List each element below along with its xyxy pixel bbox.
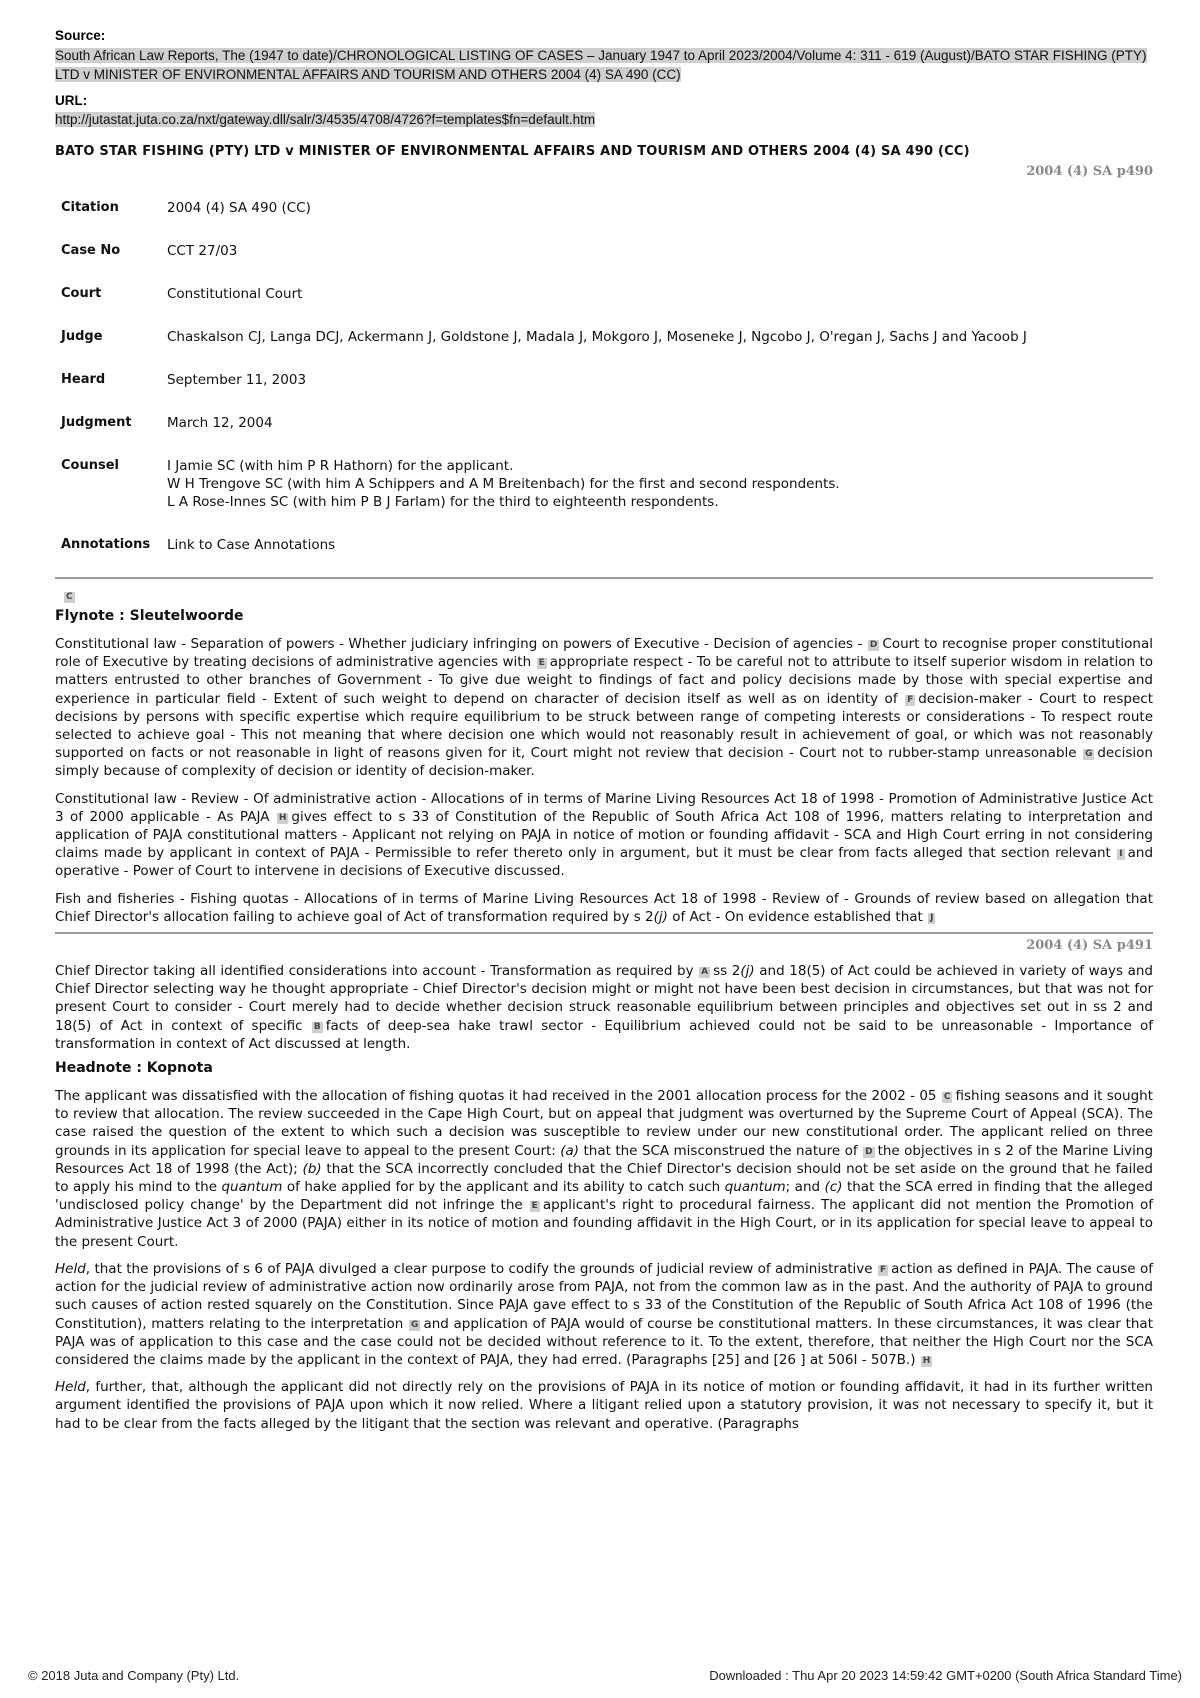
margin-marker-e: E [531, 1201, 538, 1212]
margin-marker-g: G [1084, 749, 1093, 760]
counsel-respondents-1-2: W H Trengove SC (with him A Schippers and A M Breitenbach) for the first and second respondents. [167, 476, 840, 492]
margin-marker-i: I [1119, 849, 1123, 860]
source-text: South African Law Reports, The (1947 to date)/CHRONOLOGICAL LISTING OF CASES – January 1947 to April 2023/2004/Volume 4: 311 - 619 (August)/BATO STAR FISHING (PTY) LTD v MINISTER OF ENVIRONMENTAL AFFAIRS AND TOURISM AND OTHERS 2004 (4) SA 490 (CC) [55, 48, 1147, 82]
margin-marker-j: J [930, 912, 934, 923]
counsel-row [61, 457, 1027, 536]
counsel-applicant: I Jamie SC (with him P R Hathorn) for the applicant. [167, 458, 514, 474]
flynote-paragraph-1: Constitutional law - Separation of powers - Whether judiciary infringing on powers of Executive - Decision of agencies - D Court to recognise proper constitutional role of Executive by treating decisions of administrative agencies with E appropriate respect - To be careful not to attribute to itself superior wisdom in relation to matters entrusted to other branches of Government - To give due weight to findings of fact and policy decisions made by those with special expertise and experience in particular field - Extent of such weight to depend on character of decision itself as well as on identity of F decision-maker - Court to respect decisions by persons with specific expertise which require equilibrium to be struck between range of competing interests or considerations - To respect route selected to achieve goal - This not meaning that where decision one which would not reasonably result in achievement of goal, or which was not reasonably supported on facts or not reasonable in light of reasons given for it, Court might not review that decision - Court not to rubber-stamp unreasonable G decision simply because of complexity of decision or identity of decision-maker. [55, 636, 1153, 780]
margin-marker-b: B [313, 1021, 321, 1032]
url-label: URL: [55, 93, 88, 108]
headnote-heading: Headnote : Kopnota [55, 1060, 213, 1077]
flynote-paragraph-3: Fish and fisheries - Fishing quotas - Allocations of in terms of Marine Living Resources Act 18 of 1998 - Review of - Grounds of review based on allegation that Chief Director's allocation failing to achieve goal of Act of transformation required by s 2(j) of Act - On evidence established that J [55, 890, 1153, 925]
case-number-value: CCT 27/03 [167, 243, 238, 259]
counsel-respondents-3-18: L A Rose-Innes SC (with him P B J Farlam) for the third to eighteenth respondents. [167, 494, 719, 510]
case-number-label: Case No [61, 243, 121, 258]
url-link[interactable]: http://jutastat.juta.co.za/nxt/gateway.dll/salr/3/4535/4708/4726?f=templates$fn=default.htm [55, 112, 596, 127]
flynote-heading: Flynote : Sleutelwoorde [55, 608, 244, 624]
heard-label: Heard [61, 372, 106, 387]
case-annotations-link[interactable]: Link to Case Annotations [167, 537, 336, 553]
page-break-divider [55, 932, 1153, 934]
margin-marker-d: D [865, 1146, 873, 1157]
citation-label: Citation [61, 200, 119, 215]
heard-value: September 11, 2003 [167, 372, 307, 388]
court-label: Court [61, 286, 102, 301]
margin-marker-f: F [879, 1264, 887, 1275]
section-divider [55, 577, 1153, 579]
headnote-held-paragraph-1: Held, that the provisions of s 6 of PAJA divulged a clear purpose to codify the grounds of judicial review of administrative F action as defined in PAJA. The cause of action for the judicial review of administrative action now ordinarily arose from PAJA, not from the common law as in the past. And the authority of PAJA to ground such causes of action rested squarely on the Constitution. Since PAJA gave effect to s 33 of the Constitution of the Republic of South Africa Act 108 of 1996 (the Constitution), matters relating to the interpretation G and application of PAJA would of course be constitutional matters. In these circumstances, it was clear that PAJA was of application to this case and the case could not be decided without reference to it. To the extent, therefore, that neither the High Court nor the SCA considered the claims made by the applicant in the context of PAJA, they had erred. (Paragraphs [25] and [26 ] at 506I - 507B.) H [55, 1260, 1153, 1368]
case-metadata-table [61, 199, 1027, 554]
judge-row [61, 328, 1027, 371]
margin-marker-e: E [538, 658, 545, 669]
citation-row [61, 199, 1027, 242]
flynote-paragraph-4: Chief Director taking all identified considerations into account - Transformation as required by A ss 2(j) and 18(5) of Act could be achieved in variety of ways and Chief Director selecting way he thought appropriate - Chief Director's decision might or might not have been best decision in circumstances, but that was not for present Court to consider - Court merely had to decide whether decision struck reasonable equilibrium between principles and objectives set out in ss 2 and 18(5) of Act in context of specific B facts of deep-sea hake trawl sector - Equilibrium achieved could not be said to be unreasonable - Importance of transformation in context of Act discussed at length. [55, 963, 1154, 1052]
margin-marker-f: F [907, 694, 914, 705]
judgment-row [61, 414, 1027, 457]
headnote-held-paragraph-2: Held, further, that, although the applicant did not directly rely on the provisions of PAJA in its notice of motion or founding affidavit, it had in its further written argument identified the provisions of PAJA upon which it now relied. Where a litigant relied upon a statutory provision, it was not necessary to specify it, but it had to be clear from the facts alleged by the litigant that the section was relevant and operative. (Paragraphs [55, 1379, 1153, 1432]
flynote-paragraph-2: Constitutional law - Review - Of administrative action - Allocations of in terms of Marine Living Resources Act 18 of 1998 - Promotion of Administrative Justice Act 3 of 2000 applicable - As PAJA H gives effect to s 33 of Constitution of the Republic of South Africa Act 108 of 1996, matters relating to interpretation and application of PAJA constitutional matters - Applicant not relying on PAJA in notice of motion or founding affidavit - SCA and High Court erring in not considering claims made by applicant in context of PAJA - Permissible to refer thereto only in argument, but it must be clear from facts alleged that section relevant I and operative - Power of Court to intervene in decisions of Executive discussed. [55, 790, 1154, 880]
annotations-label: Annotations [61, 537, 151, 552]
page-reference: 2004 (4) SA p490 [1026, 164, 1153, 179]
case-title: BATO STAR FISHING (PTY) LTD v MINISTER OF ENVIRONMENTAL AFFAIRS AND TOURISM AND OTHERS 2004 (4) SA 490 (CC) [55, 144, 970, 159]
judgment-value: March 12, 2004 [167, 415, 273, 431]
judge-label: Judge [61, 329, 103, 344]
judgment-label: Judgment [61, 415, 132, 430]
case-number-row [61, 242, 1027, 285]
margin-marker-c: C [943, 1092, 951, 1103]
download-timestamp: Downloaded : Thu Apr 20 2023 14:59:42 GMT+0200 (South Africa Standard Time) [709, 1668, 1182, 1683]
margin-marker-a: A [701, 967, 709, 978]
margin-marker-d: D [869, 640, 878, 650]
annotations-row [61, 536, 1027, 554]
margin-marker-h: H [278, 812, 287, 823]
margin-marker-h: H [922, 1355, 931, 1366]
court-row [61, 285, 1027, 328]
counsel-value [167, 457, 1027, 536]
margin-marker-c: C [66, 592, 73, 602]
page-reference: 2004 (4) SA p491 [1026, 938, 1153, 954]
judge-value: Chaskalson CJ, Langa DCJ, Ackermann J, Goldstone J, Madala J, Mokgoro J, Moseneke J, Ngcobo J, O'regan J, Sachs J and Yacoob J [167, 329, 1027, 345]
margin-marker-g: G [411, 1319, 419, 1330]
copyright-notice: © 2018 Juta and Company (Pty) Ltd. [28, 1668, 240, 1683]
heard-row [61, 371, 1027, 414]
court-value: Constitutional Court [167, 286, 303, 302]
counsel-label: Counsel [61, 458, 119, 473]
headnote-paragraph-1: The applicant was dissatisfied with the allocation of fishing quotas it had received in the 2001 allocation process for the 2002 - 05 C fishing seasons and it sought to review that allocation. The review succeeded in the Cape High Court, but on appeal that judgment was overturned by the Supreme Court of Appeal (SCA). The case raised the question of the extent to which such a decision was susceptible to review under our new constitutional order. The applicant relied on three grounds in its application for special leave to appeal to the present Court: (a) that the SCA misconstrued the nature of D the objectives in s 2 of the Marine Living Resources Act 18 of 1998 (the Act); (b) that the SCA incorrectly concluded that the Chief Director's decision should not be set aside on the ground that he failed to apply his mind to the quantum of hake applied for by the applicant and its ability to catch such quantum; and (c) that the SCA erred in finding that the alleged 'undisclosed policy change' by the Department did not infringe the E applicant's right to procedural fairness. The applicant did not mention the Promotion of Administrative Justice Act 3 of 2000 (PAJA) either in its notice of motion and founding affidavit in the High Court, or in its application for special leave to appeal to the present Court. [55, 1088, 1154, 1250]
citation-value: 2004 (4) SA 490 (CC) [167, 200, 311, 216]
document-page [55, 28, 1153, 1433]
source-label: Source: [55, 28, 106, 43]
